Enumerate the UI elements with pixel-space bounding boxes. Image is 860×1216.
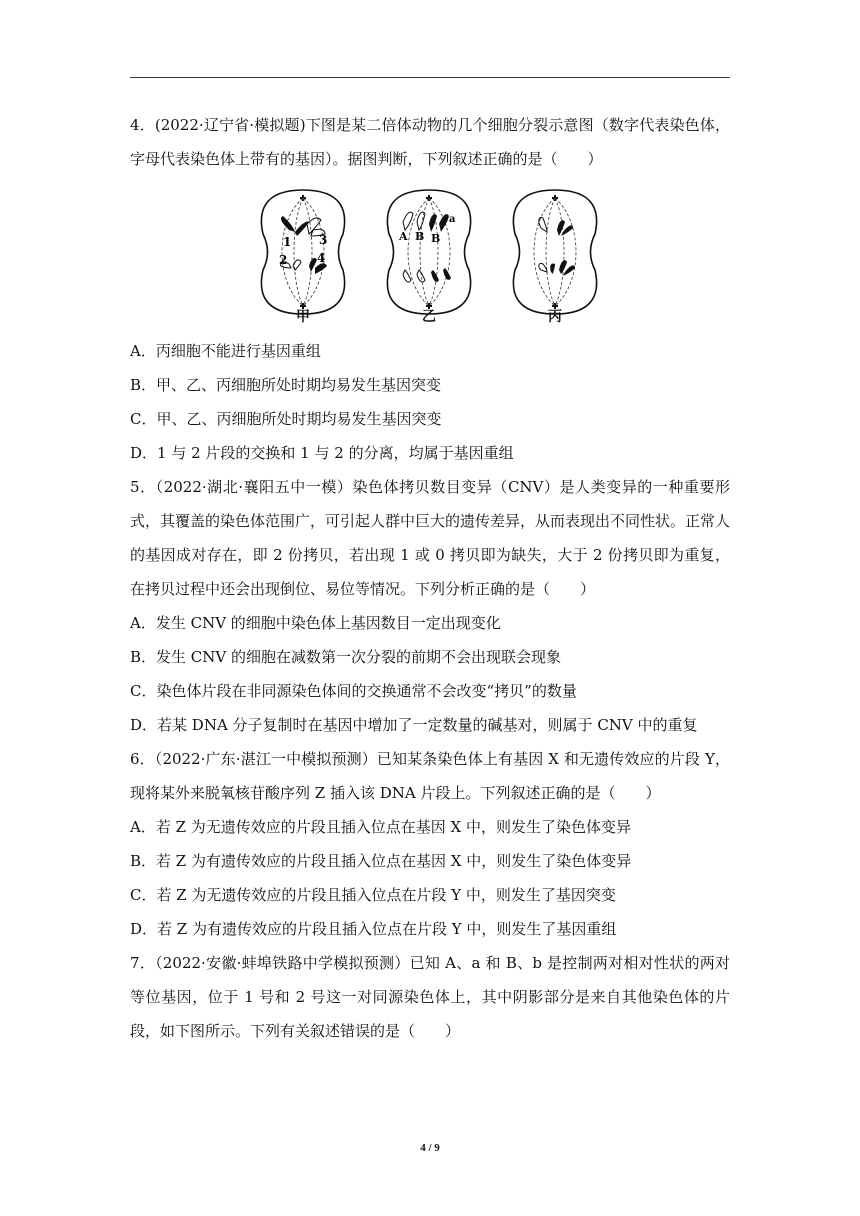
question-6-option-b: B．若 Z 为有遗传效应的片段且插入位点在基因 X 中，则发生了染色体变异 bbox=[130, 852, 632, 870]
svg-text:2: 2 bbox=[279, 253, 288, 267]
question-4-stem: 4．(2022·辽宁省·模拟题)下图是某二倍体动物的几个细胞分裂示意图（数字代表染色体，字母代表染色体上带有的基因）。据图判断，下列叙述正确的是（ ） bbox=[130, 116, 730, 168]
svg-text:1: 1 bbox=[283, 235, 292, 249]
cell-label-jia: 甲 bbox=[296, 309, 310, 325]
question-6-stem: 6．（2022·广东·湛江一中模拟预测）已知某条染色体上有基因 X 和无遗传效应的片段 Y，现将某外来脱氧核苷酸序列 Z 插入该 DNA 片段上。下列叙述正确的是（ ） bbox=[130, 750, 730, 802]
svg-text:a: a bbox=[449, 214, 456, 225]
question-6-option-c: C．若 Z 为无遗传效应的片段且插入位点在片段 Y 中，则发生了基因突变 bbox=[130, 886, 616, 904]
svg-text:4: 4 bbox=[317, 251, 326, 265]
question-4-option-c: C．甲、乙、丙细胞所处时期均易发生基因突变 bbox=[130, 410, 442, 428]
question-5-option-c: C．染色体片段在非同源染色体间的交换通常不会改变“拷贝”的数量 bbox=[130, 682, 577, 700]
svg-text:3: 3 bbox=[319, 233, 328, 247]
cell-bing-drawing bbox=[513, 190, 596, 314]
question-5-stem: 5．（2022·湖北·襄阳五中一模）染色体拷贝数目变异（CNV）是人类变异的一种重要形式，其覆盖的染色体范围广，可引起人群中巨大的遗传差异，从而表现出不同性状。正常人的基因成对存在，即 2 份拷贝，若出现 1 或 0 拷贝即为缺失，大于 2 份拷贝即为重复，在拷贝过程中还会出现倒位、易位等情况。下列分析正确的是（ ） bbox=[130, 478, 731, 598]
header-rule bbox=[130, 77, 730, 78]
svg-text:B: B bbox=[415, 230, 425, 243]
question-5-option-a: A．发生 CNV 的细胞中染色体上基因数目一定出现变化 bbox=[130, 614, 501, 632]
question-6-option-a: A．若 Z 为无遗传效应的片段且插入位点在基因 X 中，则发生了染色体变异 bbox=[130, 818, 632, 836]
question-6-option-d: D．若 Z 为有遗传效应的片段且插入位点在片段 Y 中，则发生了基因重组 bbox=[130, 920, 617, 938]
question-4-option-b: B．甲、乙、丙细胞所处时期均易发生基因突变 bbox=[130, 376, 442, 394]
question-5-option-b: B．发生 CNV 的细胞在减数第一次分裂的前期不会出现联会现象 bbox=[130, 648, 561, 666]
cell-label-bing: 丙 bbox=[548, 309, 562, 325]
cell-division-figure bbox=[130, 182, 730, 330]
page-content bbox=[130, 108, 730, 1048]
question-7-stem: 7．（2022·安徽·蚌埠铁路中学模拟预测）已知 A、a 和 B、b 是控制两对相对性状的两对等位基因，位于 1 号和 2 号这一对同源染色体上，其中阴影部分是来自其他染色体的片段，如下图所示。下列有关叙述错误的是（ ） bbox=[130, 954, 730, 1040]
svg-text:A: A bbox=[399, 230, 408, 243]
question-5-option-d: D．若某 DNA 分子复制时在基因中增加了一定数量的碱基对，则属于 CNV 中的重复 bbox=[130, 716, 698, 734]
cell-label-yi: 乙 bbox=[422, 309, 436, 325]
question-4-option-a: A．丙细胞不能进行基因重组 bbox=[130, 342, 321, 360]
svg-text:B: B bbox=[431, 232, 441, 245]
cell-yi-drawing bbox=[387, 190, 470, 314]
page-number: 4 / 9 bbox=[420, 1142, 440, 1154]
question-4-option-d: D．1 与 2 片段的交换和 1 与 2 的分离，均属于基因重组 bbox=[130, 444, 514, 462]
cell-jia-drawing bbox=[261, 190, 344, 314]
